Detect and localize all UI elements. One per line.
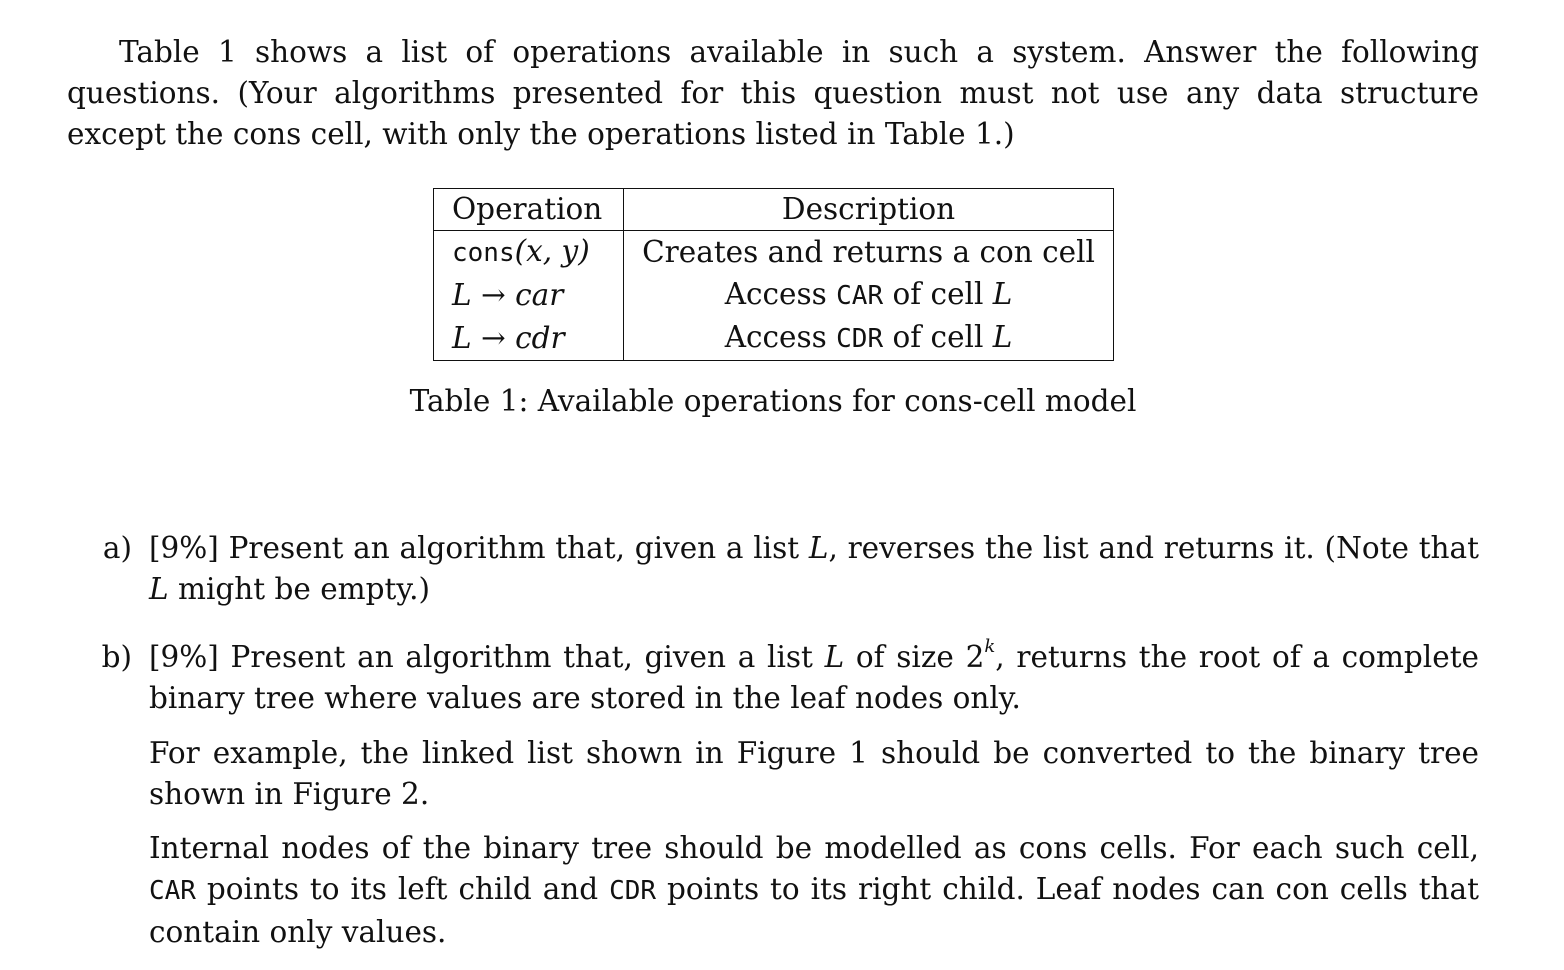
op-arrow: → bbox=[471, 321, 516, 355]
question-a-label: a) bbox=[102, 531, 132, 565]
description-cell bbox=[624, 274, 1114, 317]
desc-pre: Access bbox=[724, 320, 837, 354]
desc-pre: Access bbox=[724, 277, 837, 311]
table-row bbox=[434, 274, 1114, 317]
question-b-text bbox=[149, 637, 1479, 719]
question-b-text-part: , returns the root of a complete binary tree where values are stored in the leaf nodes only. bbox=[149, 640, 1480, 715]
desc-post: of cell bbox=[883, 320, 993, 354]
table-row bbox=[434, 231, 1114, 275]
var-l: L bbox=[149, 572, 169, 606]
modelling-text-part: points to its right child. Leaf nodes can con cells that contain only values. bbox=[149, 872, 1479, 949]
intro-paragraph: Table 1 shows a list of operations available in such a system. Answer the following questions. (Your algorithms presented for this question must not use any data structure except the cons cell, with only the operations listed in Table 1.) bbox=[67, 35, 1479, 151]
op-var: L bbox=[452, 321, 472, 355]
question-b-example-paragraph: For example, the linked list shown in Figure 1 should be converted to the binary tree shown in Figure 2. bbox=[149, 736, 1479, 811]
header-description: Description bbox=[624, 189, 1114, 231]
description-cell bbox=[624, 317, 1114, 361]
modelling-text-part: points to its left child and bbox=[195, 872, 610, 906]
table-row bbox=[434, 317, 1114, 361]
header-operation: Operation bbox=[434, 189, 624, 231]
code-car: CAR bbox=[149, 876, 196, 906]
question-a-text bbox=[149, 528, 1479, 610]
operation-cell bbox=[434, 231, 624, 275]
operations-table bbox=[433, 188, 1114, 361]
desc-code: CAR bbox=[836, 281, 884, 311]
modelling-text-part: Internal nodes of the binary tree should be modelled as cons cells. For each such cell, bbox=[149, 831, 1479, 865]
op-arrow: → bbox=[471, 278, 516, 312]
question-a-text-part: Present an algorithm that, given a list bbox=[218, 531, 809, 565]
code-cdr: CDR bbox=[609, 876, 657, 906]
question-a-weight: [9%] bbox=[149, 531, 219, 565]
question-a-text-part: might be empty.) bbox=[168, 572, 431, 606]
exponent-k: k bbox=[984, 636, 996, 658]
var-l: L bbox=[824, 640, 845, 674]
operation-cell bbox=[434, 274, 624, 317]
desc-code: CDR bbox=[836, 324, 884, 354]
question-b-label: b) bbox=[101, 640, 132, 674]
question-b-text-part: of size 2 bbox=[844, 640, 985, 674]
table-header-row bbox=[434, 189, 1114, 231]
description-cell: Creates and returns a con cell bbox=[642, 235, 1095, 269]
question-a-text-part: , reverses the list and returns it. (Note that bbox=[828, 531, 1479, 565]
op-field: cdr bbox=[515, 321, 565, 355]
var-l: L bbox=[808, 531, 829, 565]
table-caption: Table 1: Available operations for cons-cell model bbox=[409, 384, 1137, 418]
question-b-text-part: Present an algorithm that, given a list bbox=[218, 640, 825, 674]
op-function: cons bbox=[452, 238, 515, 268]
op-args: (x, y) bbox=[514, 234, 590, 268]
desc-post: of cell bbox=[883, 277, 993, 311]
op-var: L bbox=[452, 278, 472, 312]
question-b-weight: [9%] bbox=[149, 640, 219, 674]
question-b-modelling-paragraph bbox=[149, 828, 1479, 953]
op-field: car bbox=[515, 278, 564, 312]
operation-cell bbox=[434, 317, 624, 361]
desc-var: L bbox=[992, 277, 1013, 311]
desc-var: L bbox=[992, 320, 1013, 354]
